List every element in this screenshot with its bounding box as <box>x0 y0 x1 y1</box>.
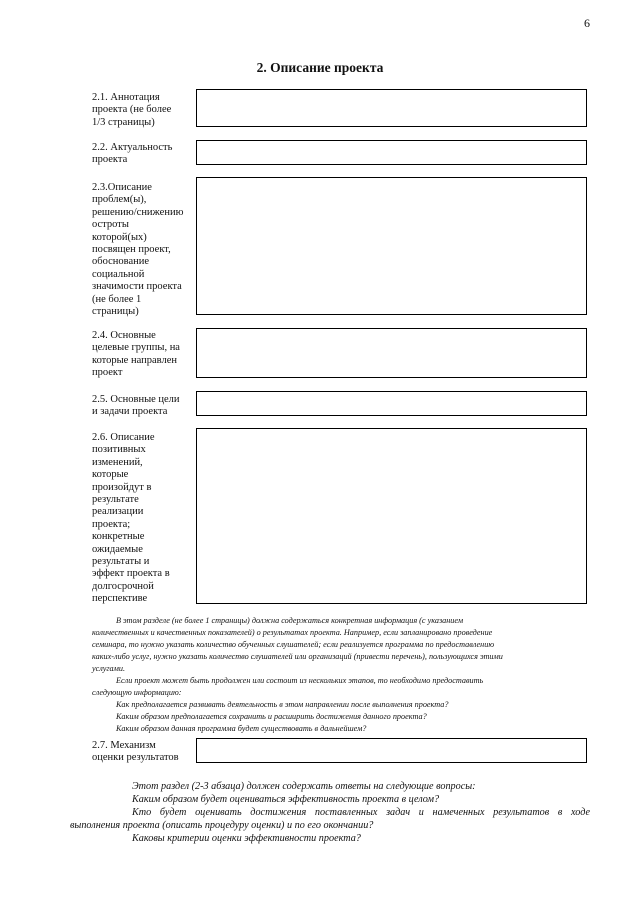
page-number: 6 <box>584 16 590 30</box>
field-label-problem-description: 2.3.Описание проблем(ы), решению/снижению остроты которой(ых) посвящен проект, обоснование социальной значимости проекта (не более 1 страницы) <box>92 182 184 318</box>
field-input-annotation[interactable] <box>196 89 587 127</box>
field-label-target-groups: 2.4. Основные целевые группы, на которые направлен проект <box>92 330 180 379</box>
field-label-goals: 2.5. Основные цели и задачи проекта <box>92 394 180 418</box>
field-label-annotation: 2.1. Аннотация проекта (не более 1/3 страницы) <box>92 92 172 128</box>
field-input-positive-changes[interactable] <box>196 428 587 604</box>
field-input-goals[interactable] <box>196 391 587 416</box>
field-input-relevance[interactable] <box>196 140 587 165</box>
section-title: 2. Описание проекта <box>256 60 384 75</box>
field-label-positive-changes: 2.6. Описание позитивных изменений, которые произойдут в результате реализации проекта; конкретные ожидаемые результаты и эффект проекта в долгосрочной перспективе <box>92 432 170 605</box>
field-input-evaluation[interactable] <box>196 738 587 763</box>
field-input-problem-description[interactable] <box>196 177 587 315</box>
field-label-evaluation: 2.7. Механизм оценки результатов <box>92 740 179 764</box>
field-input-target-groups[interactable] <box>196 328 587 378</box>
field-label-relevance: 2.2. Актуальность проекта <box>92 142 173 166</box>
